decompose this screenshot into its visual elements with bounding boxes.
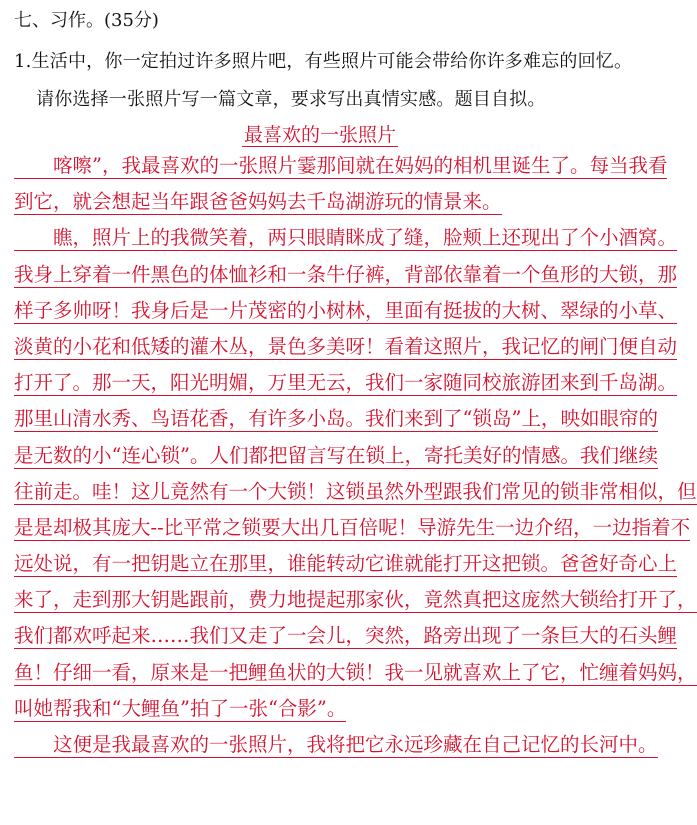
essay-line-text: 喀嚓”，我最喜欢的一张照片霎那间就在妈妈的相机里诞生了。每当我看 [14, 154, 668, 177]
essay-line [14, 618, 678, 654]
essay-line [14, 184, 626, 220]
essay-line-text: 远处说，有一把钥匙立在那里，谁能转动它谁就能打开这把锁。爸爸好奇心上 [14, 552, 678, 576]
essay-line-text: 我身上穿着一件黑色的体恤衫和一条牛仔裤，背部依靠着一个鱼形的大锁，那 [14, 262, 678, 286]
essay-line [14, 510, 691, 546]
essay-line [14, 546, 678, 582]
essay-title-text: 最喜欢的一张照片 [243, 124, 396, 146]
essay-line-text: 打开了。那一天，阳光明媚，万里无云，我们一家随同校旅游团来到千岛湖。 [14, 371, 678, 395]
essay-line-text: 我们都欢呼起来……我们又走了一会儿，突然，路旁出现了一条巨大的石头鲤 [14, 624, 678, 648]
essay-line-text: 淡黄的小花和低矮的灌木丛，景色多美呀！看着这照片，我记忆的闸门便自动 [14, 334, 678, 358]
essay-line [14, 582, 697, 618]
essay-line [14, 365, 678, 401]
essay-line [14, 329, 678, 365]
essay-line-text: 是无数的小“连心锁”。人们都把留言写在锁上，寄托美好的情感。我们继续 [14, 443, 658, 467]
essay-line-text: 是是却极其庞大--比平常之锁要大出几百倍呢！导游先生一边介绍，一边指着不 [14, 515, 691, 539]
essay-title [0, 120, 640, 147]
essay-line-text: 叫她帮我和“大鲤鱼”拍了一张“合影”。 [14, 696, 347, 720]
essay-line-text: 瞧，照片上的我微笑着，两只眼睛眯成了缝，脸颊上还现出了个小酒窝。 [14, 226, 678, 250]
essay-line [14, 220, 678, 256]
essay-line [14, 401, 658, 437]
essay-line [14, 148, 668, 184]
essay-line [14, 438, 658, 474]
section-heading: 七、习作。(35分) [14, 10, 159, 31]
essay-line [14, 257, 678, 293]
essay-line-text: 那里山清水秀、鸟语花香，有许多小岛。我们来到了“锁岛”上，映如眼帘的 [14, 407, 658, 431]
essay-body [14, 148, 697, 763]
essay-line [14, 727, 658, 763]
essay-line [14, 691, 626, 727]
essay-line-text: 到它，就会想起当年跟爸爸妈妈去千岛湖游玩的情景来。 [14, 190, 502, 214]
prompt-line-1: 1.生活中，你一定拍过许多照片吧，有些照片可能会带给你许多难忘的回忆。 [14, 51, 633, 72]
essay-line [14, 474, 697, 510]
essay-line [14, 655, 697, 691]
essay-line-text: 往前走。哇！这儿竟然有一个大锁！这锁虽然外型跟我们常见的锁非常相似，但 [14, 479, 697, 503]
essay-line-text: 鱼！仔细一看，原来是一把鲤鱼状的大锁！我一见就喜欢上了它，忙缠着妈妈， [14, 660, 697, 684]
prompt-line-2: 请你选择一张照片写一篇文章，要求写出真情实感。题目自拟。 [36, 89, 546, 110]
essay-line-text: 样子多帅呀！我身后是一片茂密的小树林，里面有挺拔的大树、翠绿的小草、 [14, 298, 678, 322]
essay-line-text: 来了，走到那大钥匙跟前，费力地提起那家伙，竟然真把这庞然大锁给打开了， [14, 588, 697, 612]
essay-line [14, 293, 678, 329]
essay-line-text: 这便是我最喜欢的一张照片，我将把它永远珍藏在自己记忆的长河中。 [14, 733, 658, 756]
